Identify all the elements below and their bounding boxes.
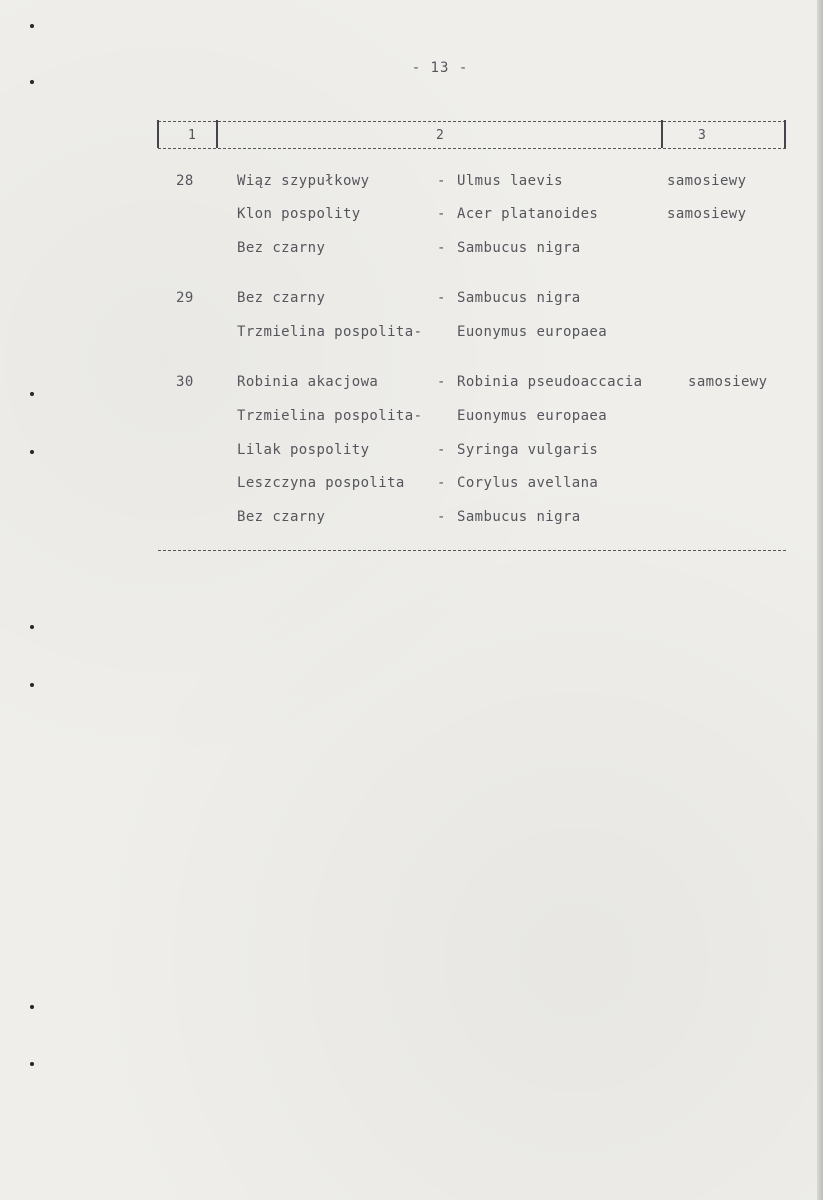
group-number: 30: [176, 374, 194, 390]
polish-name: Bez czarny: [237, 290, 326, 306]
separator-dash: -: [437, 475, 446, 491]
latin-name: Robinia pseudoaccacia: [457, 374, 643, 390]
page-number: - 13 -: [411, 60, 469, 76]
table-end-rule: [158, 550, 786, 551]
header-divider: [784, 120, 786, 148]
latin-name: Euonymus europaea: [457, 408, 608, 424]
header-col-3: 3: [698, 128, 706, 143]
group-number: 28: [176, 173, 194, 189]
latin-name: Corylus avellana: [457, 475, 599, 491]
punch-hole-mark: [30, 683, 34, 687]
latin-name: Sambucus nigra: [457, 509, 581, 525]
polish-name: Trzmielina pospolita-: [237, 324, 423, 340]
polish-name: Bez czarny: [237, 509, 326, 525]
polish-name: Lilak pospolity: [237, 442, 370, 458]
header-divider: [661, 120, 663, 148]
punch-hole-mark: [30, 24, 34, 28]
polish-name: Robinia akacjowa: [237, 374, 379, 390]
table-header: [158, 121, 786, 149]
latin-name: Sambucus nigra: [457, 240, 581, 256]
remark: samosiewy: [667, 173, 747, 189]
latin-name: Euonymus europaea: [457, 324, 608, 340]
header-divider: [157, 120, 159, 148]
separator-dash: -: [437, 509, 446, 525]
remark: samosiewy: [688, 374, 768, 390]
paper-edge: [817, 0, 823, 1200]
punch-hole-mark: [30, 1062, 34, 1066]
punch-hole-mark: [30, 392, 34, 396]
group-number: 29: [176, 290, 194, 306]
header-divider: [216, 120, 218, 148]
separator-dash: -: [437, 240, 446, 256]
punch-hole-mark: [30, 80, 34, 84]
polish-name: Bez czarny: [237, 240, 326, 256]
polish-name: Wiąz szypułkowy: [237, 173, 370, 189]
separator-dash: -: [437, 290, 446, 306]
separator-dash: -: [437, 173, 446, 189]
header-col-1: 1: [188, 128, 196, 143]
separator-dash: -: [437, 442, 446, 458]
latin-name: Ulmus laevis: [457, 173, 563, 189]
latin-name: Syringa vulgaris: [457, 442, 599, 458]
punch-hole-mark: [30, 450, 34, 454]
separator-dash: -: [437, 374, 446, 390]
latin-name: Acer platanoides: [457, 206, 599, 222]
punch-hole-mark: [30, 1005, 34, 1009]
punch-hole-mark: [30, 625, 34, 629]
separator-dash: -: [437, 206, 446, 222]
polish-name: Klon pospolity: [237, 206, 361, 222]
header-col-2: 2: [436, 128, 444, 143]
latin-name: Sambucus nigra: [457, 290, 581, 306]
polish-name: Leszczyna pospolita: [237, 475, 405, 491]
polish-name: Trzmielina pospolita-: [237, 408, 423, 424]
remark: samosiewy: [667, 206, 747, 222]
